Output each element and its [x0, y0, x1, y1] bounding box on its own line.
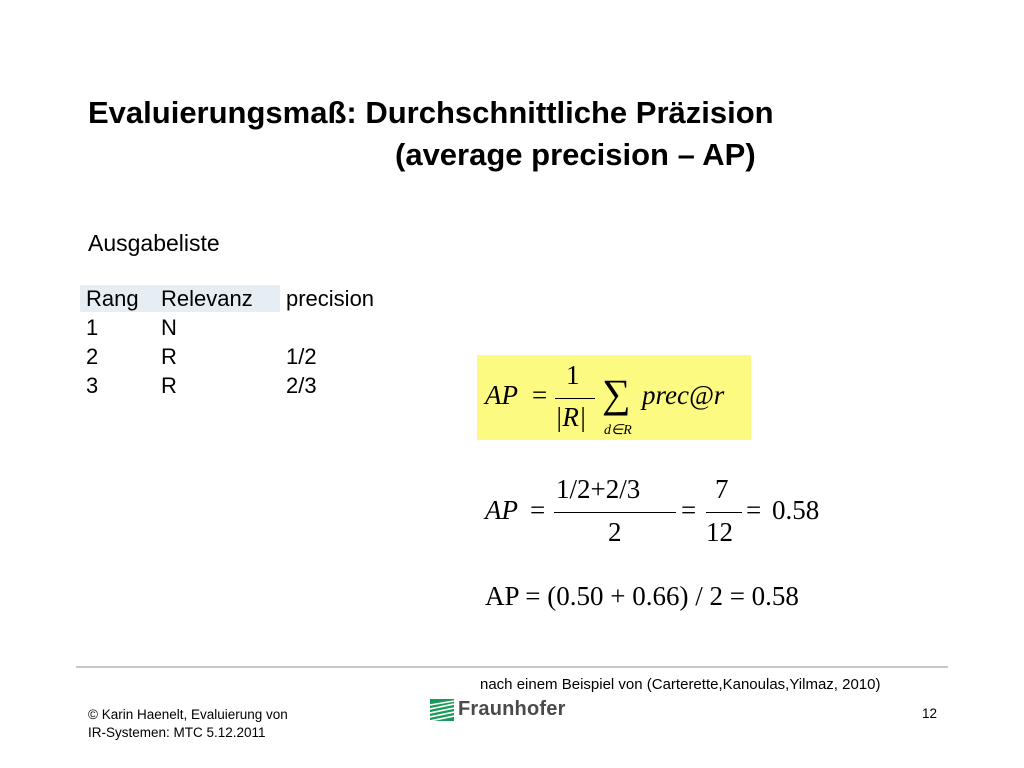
cell-rank: 3 [86, 372, 99, 398]
slide-title-line2: (average precision – AP) [395, 137, 756, 172]
copyright-line2: IR-Systemen: MTC 5.12.2011 [88, 725, 266, 741]
table-row [80, 343, 412, 370]
f1-sum-subscript: d∈R [604, 423, 632, 438]
f2-lhs: AP [485, 495, 518, 525]
table-row [80, 372, 412, 399]
cell-rank: 1 [86, 314, 99, 340]
f1-equals: = [532, 380, 548, 410]
page-number: 12 [922, 706, 938, 721]
ranking-table [80, 283, 412, 401]
table-row [80, 314, 412, 341]
f2-fraction-bar-1 [554, 512, 676, 513]
fraunhofer-logo [430, 698, 566, 721]
f1-sum-sign: ∑ [602, 371, 631, 416]
fraunhofer-logo-icon [430, 699, 454, 721]
cell-precision [280, 314, 412, 341]
ap-example-mean: AP = (0.50 + 0.66) / 2 = 0.58 [485, 581, 799, 611]
f2-numerator-2: 7 [715, 474, 729, 504]
f1-denominator: |R| [555, 402, 587, 432]
header-relevanz: Relevanz [155, 285, 280, 312]
cell-precision: 1/2 [286, 343, 317, 369]
footer-divider [76, 666, 948, 668]
f1-numerator: 1 [566, 360, 580, 390]
cell-precision: 2/3 [286, 372, 317, 398]
section-heading: Ausgabeliste [88, 230, 220, 256]
header-precision: precision [286, 285, 375, 311]
f2-fraction-bar-2 [706, 512, 742, 513]
copyright [88, 706, 288, 742]
cell-rank: 2 [86, 343, 99, 369]
f1-lhs: AP [485, 380, 518, 410]
f2-equals-1: = [530, 495, 546, 525]
f1-fraction-bar [555, 398, 595, 399]
cell-relevance: N [161, 314, 177, 340]
fraunhofer-logo-text: Fraunhofer [458, 698, 566, 720]
slide-title-line1: Evaluierungsmaß: Durchschnittliche Präzision [88, 95, 774, 130]
f2-equals-2: = [681, 495, 697, 525]
copyright-line1: © Karin Haenelt, Evaluierung von [88, 707, 288, 722]
cell-relevance: R [161, 343, 177, 369]
f2-numerator-1: 1/2+2/3 [556, 474, 641, 504]
table-header-row [80, 285, 412, 312]
cell-relevance: R [161, 372, 177, 398]
f1-term: prec@r [642, 380, 725, 410]
f2-denominator-1: 2 [608, 517, 622, 547]
source-note: nach einem Beispiel von (Carterette,Kanoulas,Yilmaz, 2010) [480, 676, 881, 693]
f2-equals-3: = [746, 495, 762, 525]
f2-denominator-2: 12 [706, 517, 733, 547]
f2-result: 0.58 [772, 495, 820, 525]
header-rang: Rang [80, 285, 155, 312]
